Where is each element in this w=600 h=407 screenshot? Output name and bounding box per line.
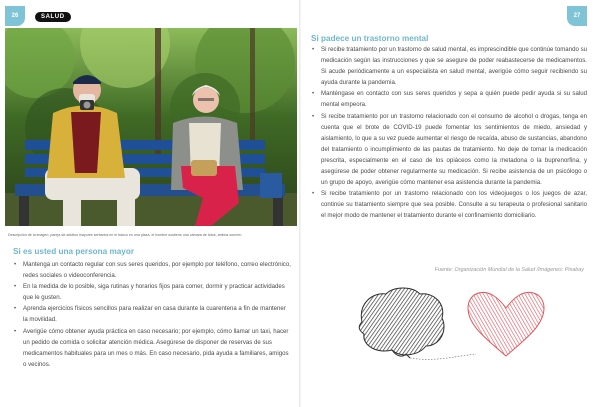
page-gutter xyxy=(299,0,301,407)
left-page-number-text: 26 xyxy=(11,13,19,19)
source-credit: Fuente: Organización Mundial de la Salud /Imágenes: Pixabay xyxy=(434,267,584,273)
right-page-number xyxy=(567,6,587,26)
elderly-tip: • Mantenga un contacto regular con sus seres queridos, por ejemplo por teléfono, correo electrónico, redes sociales o videoconferencia. xyxy=(13,259,291,281)
mental-tip: • Manténgase en contacto con sus seres queridos y sepa a quién puede pedir ayuda si su salud mental empeora. xyxy=(311,88,587,110)
mental-tip: • Si recibe tratamiento por un trastorno relacionado con los videojuegos o los juegos de azar, continúe su tratamiento siempre que sea posible. Consulte a su terapeuta o profesional sanitario el mejor modo de mantener el tratamiento durante el confinamiento domiciliario. xyxy=(311,188,587,221)
brain-heart-illustration xyxy=(356,284,546,364)
elderly-tip: • Aprenda ejercicios físicos sencillos para realizar en casa durante la cuarentena a fin de mantener la movilidad. xyxy=(13,303,291,325)
elderly-tip: • En la medida de lo posible, siga rutinas y horarios fijos para comer, dormir y practicar actividades que le gusten. xyxy=(13,281,291,303)
mental-tips-list xyxy=(311,44,587,222)
elderly-couple-photo xyxy=(5,28,297,226)
mental-tip: • Si recibe tratamiento por un trastorno relacionado con el consumo de alcohol o drogas, tenga en cuenta que el brote de COVID-19 puede fomentar los sentimientos de miedo, ansiedad y aislamiento, lo que a su vez puede aumentar el riesgo de recaída, abuso de sustancias, abandono del tratamiento o incumplimiento de las pautas de tratamiento. No deje de tomar la medicación prescrita, especialmente en el caso de los opiáceos como la metadona o la buprenorfina, y asegúrese de poder obtener regularmente su medicación. Si recibe asistencia de un psicólogo o un grupo de apoyo, averigüe cómo mantener esa asistencia durante la pandemia. xyxy=(311,111,587,189)
elderly-tip: • Averigüe cómo obtener ayuda práctica en caso necesario; por ejemplo, cómo llamar un taxi, hacer un pedido de comida o solicitar atención médica. Asegúrese de disponer de reservas de sus medicamentos habituales para un mes o más. En caso necesario, pida ayuda a familiares, amigos o vecinos. xyxy=(13,326,291,370)
section-badge: SALUD xyxy=(35,12,71,22)
connecting-line xyxy=(410,354,476,359)
left-page-number xyxy=(5,6,25,26)
elderly-section-heading: Si es usted una persona mayor xyxy=(13,247,135,256)
heart-icon xyxy=(468,292,544,356)
elderly-tips-list xyxy=(13,259,291,370)
photo-caption: Descripción de la imagen: pareja de adultos mayores sentados en el banco en una plaza, el hombre sostiene una cámara de fotos, ambos sonríen. xyxy=(8,233,243,237)
mental-section-heading: Si padece un trastorno mental xyxy=(311,34,429,43)
mental-tip: • Si recibe tratamiento por un trastorno de salud mental, es imprescindible que continúe tomando su medicación según las instrucciones y que se asegure de poder reabastecerse de medicamentos. Si acude periódicamente a un especialista en salud mental, averigüe cómo seguir recibiendo su ayuda durante la pandemia. xyxy=(311,44,587,88)
right-page-number-text: 27 xyxy=(573,13,581,19)
brain-icon xyxy=(359,288,444,358)
